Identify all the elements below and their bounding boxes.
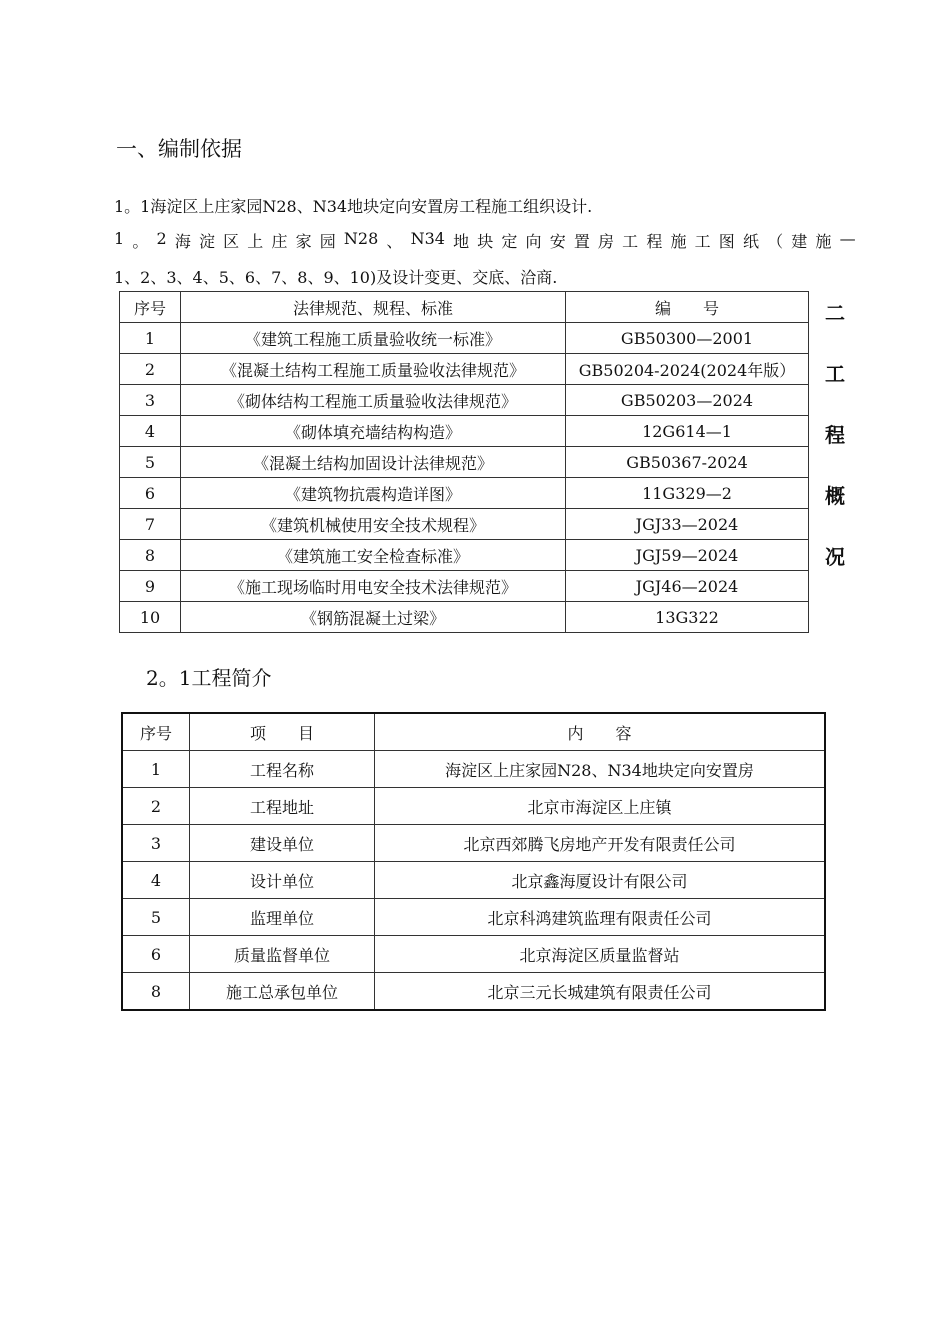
table-header-row: [122, 713, 825, 751]
table-cell: GB50203—2024: [566, 385, 809, 416]
table-cell: 《砌体结构工程施工质量验收法律规范》: [181, 385, 566, 416]
column-header: 法律规范、规程、标准: [181, 292, 566, 323]
text-fragment: 园: [319, 232, 336, 251]
table-cell: 8: [122, 973, 190, 1011]
table-cell: 北京鑫海厦设计有限公司: [375, 862, 826, 899]
text-fragment: 程: [646, 232, 663, 251]
text-fragment: 置: [573, 232, 590, 251]
basis-item-2-continued: 1、2、3、4、5、6、7、8、9、10)及设计变更、交底、洽商.: [114, 268, 558, 287]
text-fragment: 、: [386, 232, 403, 251]
text-fragment: 施: [670, 232, 687, 251]
side-heading-char: 概: [825, 484, 845, 508]
table-cell: 8: [120, 540, 181, 571]
table-cell: 北京三元长城建筑有限责任公司: [375, 973, 826, 1011]
table-cell: 1: [122, 751, 190, 788]
text-fragment: 建: [791, 232, 808, 251]
text-fragment: 海: [174, 232, 191, 251]
table-cell: 11G329—2: [566, 478, 809, 509]
table-cell: 北京海淀区质量监督站: [375, 936, 826, 973]
table-row: [122, 973, 825, 1011]
standards-table: [119, 291, 809, 633]
table-cell: 《建筑施工安全检查标准》: [181, 540, 566, 571]
text-fragment: 上: [247, 232, 264, 251]
table-cell: 《混凝土结构加固设计法律规范》: [181, 447, 566, 478]
text-fragment: 安: [549, 232, 566, 251]
table-cell: 《钢筋混凝土过梁》: [181, 602, 566, 633]
text-fragment: 施: [815, 232, 832, 251]
text-fragment: 家: [295, 232, 312, 251]
table-cell: 4: [122, 862, 190, 899]
table-cell: 工程地址: [190, 788, 375, 825]
basis-item-2: [114, 229, 856, 252]
table-cell: 质量监督单位: [190, 936, 375, 973]
table-row: [122, 862, 825, 899]
table-row: [120, 416, 809, 447]
column-header: 序号: [120, 292, 181, 323]
table-row: [120, 385, 809, 416]
table-cell: 监理单位: [190, 899, 375, 936]
text-fragment: N34: [410, 229, 445, 248]
section-heading-project-intro: 2。1工程简介: [146, 666, 272, 690]
text-fragment: 房: [598, 232, 615, 251]
table-row: [120, 323, 809, 354]
table-row: [122, 788, 825, 825]
basis-item-1: 1。1海淀区上庄家园N28、N34地块定向安置房工程施工组织设计.: [114, 197, 593, 216]
table-row: [122, 751, 825, 788]
table-header-row: [120, 292, 809, 323]
table-cell: 设计单位: [190, 862, 375, 899]
table-row: [120, 602, 809, 633]
table-row: [122, 825, 825, 862]
side-heading-char: 二: [825, 301, 845, 325]
table-row: [120, 571, 809, 602]
column-header: 项 目: [190, 713, 375, 751]
column-header: 编 号: [566, 292, 809, 323]
table-cell: 4: [120, 416, 181, 447]
table-cell: 《施工现场临时用电安全技术法律规范》: [181, 571, 566, 602]
table-cell: 1: [120, 323, 181, 354]
table-cell: 海淀区上庄家园N28、N34地块定向安置房: [375, 751, 826, 788]
table-cell: GB50204-2024(2024年版）: [566, 354, 809, 385]
table-cell: 建设单位: [190, 825, 375, 862]
table-cell: 7: [120, 509, 181, 540]
table-row: [122, 899, 825, 936]
table-cell: 13G322: [566, 602, 809, 633]
table-cell: 《建筑工程施工质量验收统一标准》: [181, 323, 566, 354]
table-cell: JGJ59—2024: [566, 540, 809, 571]
project-table-body: [122, 751, 825, 1011]
table-cell: GB50300—2001: [566, 323, 809, 354]
side-heading-char: 况: [825, 545, 845, 569]
text-fragment: （: [767, 232, 784, 251]
text-fragment: 定: [501, 232, 518, 251]
table-cell: 工程名称: [190, 751, 375, 788]
table-cell: 《砌体填充墙结构构造》: [181, 416, 566, 447]
side-heading-char: 程: [825, 423, 845, 447]
project-info-table: [121, 712, 826, 1011]
table-row: [120, 509, 809, 540]
table-row: [120, 478, 809, 509]
table-row: [120, 540, 809, 571]
table-cell: 《混凝土结构工程施工质量验收法律规范》: [181, 354, 566, 385]
text-fragment: 工: [694, 232, 711, 251]
text-fragment: 淀: [198, 232, 215, 251]
table-row: [120, 354, 809, 385]
text-fragment: 块: [477, 232, 494, 251]
table-cell: 5: [120, 447, 181, 478]
text-fragment: 向: [525, 232, 542, 251]
text-fragment: 地: [453, 232, 470, 251]
table-cell: 2: [120, 354, 181, 385]
side-heading-char: 工: [825, 362, 845, 386]
side-heading-project-overview: [823, 297, 847, 602]
table-cell: 6: [122, 936, 190, 973]
text-fragment: 1: [114, 229, 125, 248]
table-cell: 5: [122, 899, 190, 936]
column-header: 内 容: [375, 713, 826, 751]
text-fragment: 区: [223, 232, 240, 251]
text-fragment: 。: [132, 232, 149, 251]
table-cell: 北京市海淀区上庄镇: [375, 788, 826, 825]
text-fragment: —: [839, 229, 856, 248]
table-cell: 2: [122, 788, 190, 825]
table-cell: JGJ33—2024: [566, 509, 809, 540]
table-cell: 6: [120, 478, 181, 509]
table-cell: 北京科鸿建筑监理有限责任公司: [375, 899, 826, 936]
text-fragment: 庄: [271, 232, 288, 251]
text-fragment: 图: [718, 232, 735, 251]
text-fragment: 2: [156, 229, 167, 248]
table-cell: 施工总承包单位: [190, 973, 375, 1011]
column-header: 序号: [122, 713, 190, 751]
table-cell: 12G614—1: [566, 416, 809, 447]
table-row: [120, 447, 809, 478]
table-cell: 9: [120, 571, 181, 602]
table-cell: GB50367-2024: [566, 447, 809, 478]
table-cell: 3: [122, 825, 190, 862]
table-cell: 10: [120, 602, 181, 633]
text-fragment: 纸: [742, 232, 759, 251]
table-row: [122, 936, 825, 973]
table-cell: 《建筑机械使用安全技术规程》: [181, 509, 566, 540]
standards-table-body: [120, 323, 809, 633]
table-cell: 《建筑物抗震构造详图》: [181, 478, 566, 509]
table-cell: 3: [120, 385, 181, 416]
table-cell: 北京西郊腾飞房地产开发有限责任公司: [375, 825, 826, 862]
text-fragment: N28: [343, 229, 379, 248]
section-heading-basis: 一、编制依据: [116, 137, 242, 161]
text-fragment: 工: [622, 232, 639, 251]
table-cell: JGJ46—2024: [566, 571, 809, 602]
